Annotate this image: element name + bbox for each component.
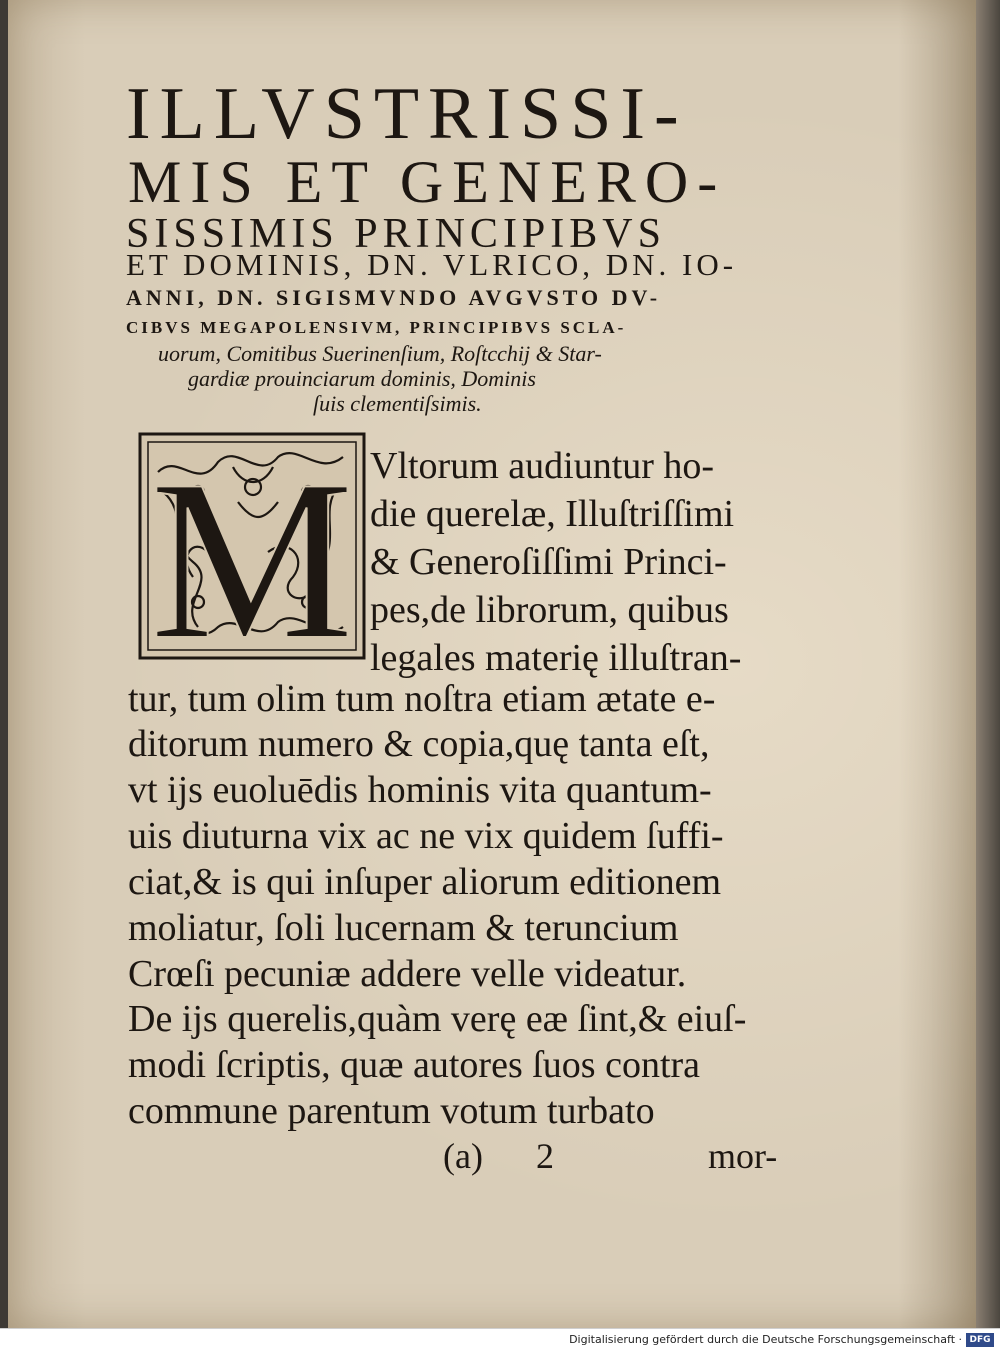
dedication-heading-line-2: MIS ET GENERO- (128, 149, 727, 215)
initial-letter-glyph: M (149, 432, 355, 660)
text-line: vt ijs euoluēdis hominis vita quantum- (128, 769, 712, 811)
text-line: modi ſcriptis, quæ autores ſuos contra (128, 1044, 701, 1086)
text-line: & Generoſiſſimi Princi- (370, 541, 727, 583)
book-page (8, 0, 976, 1328)
text-line: ciat,& is qui inſuper aliorum editionem (128, 861, 722, 903)
dedication-heading-line-7: uorum, Comitibus Suerinenſium, Roſtcchij & Star- (158, 341, 602, 366)
text-line: pes,de librorum, quibus (370, 589, 729, 631)
dedication-heading-line-8: gardiæ prouinciarum dominis, Dominis (188, 366, 536, 391)
dedication-heading-line-1: ILLVSTRISSI- (126, 73, 688, 155)
decorated-initial-m (138, 432, 366, 660)
binding-edge (0, 0, 8, 1328)
text-line: De ijs querelis,quàm verę eæ ſint,& eiuſ- (128, 998, 747, 1040)
dedication-heading-line-5: ANNI, DN. SIGISMVNDO AVGVSTO DV- (126, 285, 662, 310)
credit-bar (0, 1328, 1000, 1351)
text-line: die querelæ, Illuſtriſſimi (370, 493, 735, 535)
text-line: ditorum numero & copia,quę tanta eſt, (128, 723, 710, 765)
leaf-number: 2 (536, 1136, 554, 1176)
text-line: commune parentum votum turbato (128, 1090, 655, 1132)
dedication-heading-line-6: CIBVS MEGAPOLENSIVM, PRINCIPIBVS SCLA- (126, 318, 627, 337)
text-line: Vltorum audiuntur ho- (370, 445, 715, 487)
dfg-logo-icon: DFG (966, 1333, 994, 1347)
dedication-heading-line-9: ſuis clementiſsimis. (313, 391, 482, 416)
catchword: mor- (708, 1136, 778, 1176)
text-line: moliatur, ſoli lucernam & teruncium (128, 907, 679, 949)
dedication-heading-line-4: ET DOMINIS, DN. VLRICO, DN. IO- (126, 247, 738, 282)
text-line: uis diuturna vix ac ne vix quidem ſuffi- (128, 815, 724, 857)
signature-mark: (a) (443, 1136, 483, 1176)
dedication-heading-line-3: SISSIMIS PRINCIPIBVS (126, 211, 666, 257)
funding-credit: Digitalisierung gefördert durch die Deutsche Forschungsgemeinschaft · (569, 1333, 962, 1346)
page-edge-shadow (976, 0, 1000, 1328)
text-line: tur, tum olim tum noſtra etiam ætate e- (128, 678, 716, 720)
text-line: legales materię illuſtran- (370, 637, 742, 679)
text-line: Crœſi pecuniæ addere velle videatur. (128, 953, 687, 995)
